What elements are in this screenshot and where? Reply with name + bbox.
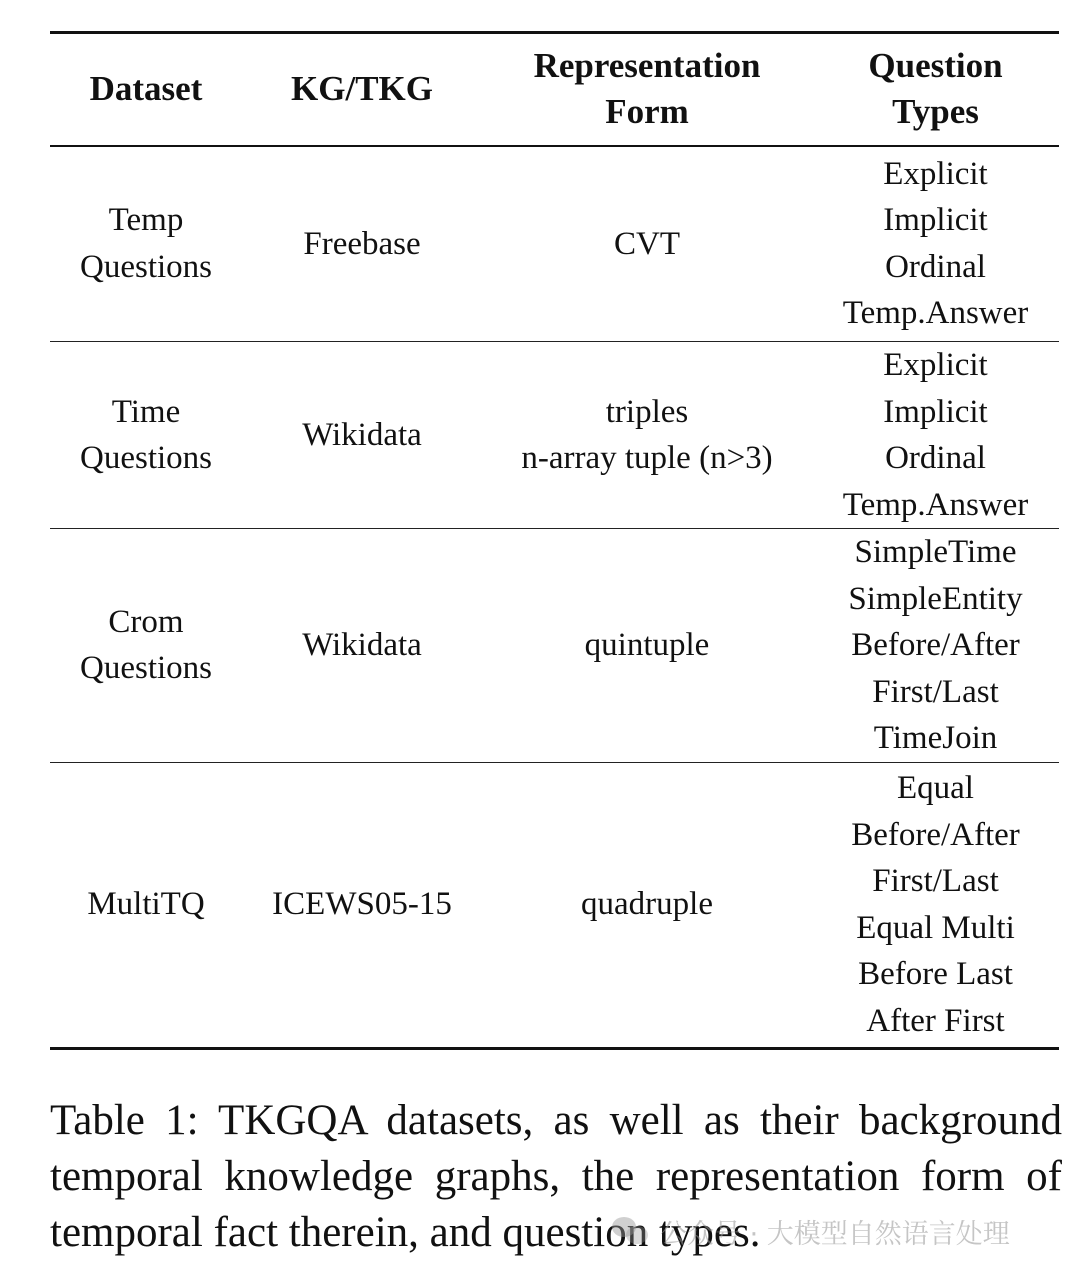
watermark <box>612 1211 1052 1251</box>
header-dataset: Dataset <box>50 33 242 146</box>
cell-kg: Wikidata <box>302 627 422 663</box>
header-representation-form: Representation Form <box>482 33 812 146</box>
cell-dataset: MultiTQ <box>87 886 205 923</box>
table-row <box>50 342 1059 529</box>
watermark-text: 公众号 · 大模型自然语言处理 <box>660 1218 1010 1250</box>
header-kg-tkg: KG/TKG <box>242 33 482 146</box>
table-caption: Table 1: TKGQA datasets, as well as their background temporal knowledge graphs, the representation form of temporal fact therein, and question types. <box>50 1097 1062 1256</box>
cell-form: quintuple <box>584 627 710 663</box>
wechat-icon <box>612 1214 650 1248</box>
table-row <box>50 762 1059 1048</box>
cell-form: CVT <box>614 225 680 262</box>
header-question-types: Question Types <box>812 33 1059 146</box>
cell-form: quadruple <box>581 886 713 923</box>
cell-dataset: Temp Questions <box>80 202 212 285</box>
cell-kg: Freebase <box>303 225 421 262</box>
cell-question-types: Equal Before/After First/Last Equal Multi Before Last After First <box>851 770 1020 1039</box>
cell-question-types: Explicit Implicit Ordinal Temp.Answer <box>842 155 1029 332</box>
table-row <box>50 146 1059 342</box>
cell-kg: Wikidata <box>302 416 422 453</box>
cell-form: triples n-array tuple (n>3) <box>521 393 773 476</box>
table-row <box>50 529 1059 763</box>
table-header-row <box>50 33 1059 146</box>
tkgqa-datasets-table <box>50 31 1059 1050</box>
cell-kg: ICEWS05-15 <box>272 886 452 923</box>
cell-question-types: Explicit Implicit Ordinal Temp.Answer <box>842 347 1029 523</box>
cell-dataset: Crom Questions <box>80 603 212 687</box>
cell-dataset: Time Questions <box>80 393 212 476</box>
cell-question-types: SimpleTime SimpleEntity Before/After First/Last TimeJoin <box>848 534 1023 756</box>
